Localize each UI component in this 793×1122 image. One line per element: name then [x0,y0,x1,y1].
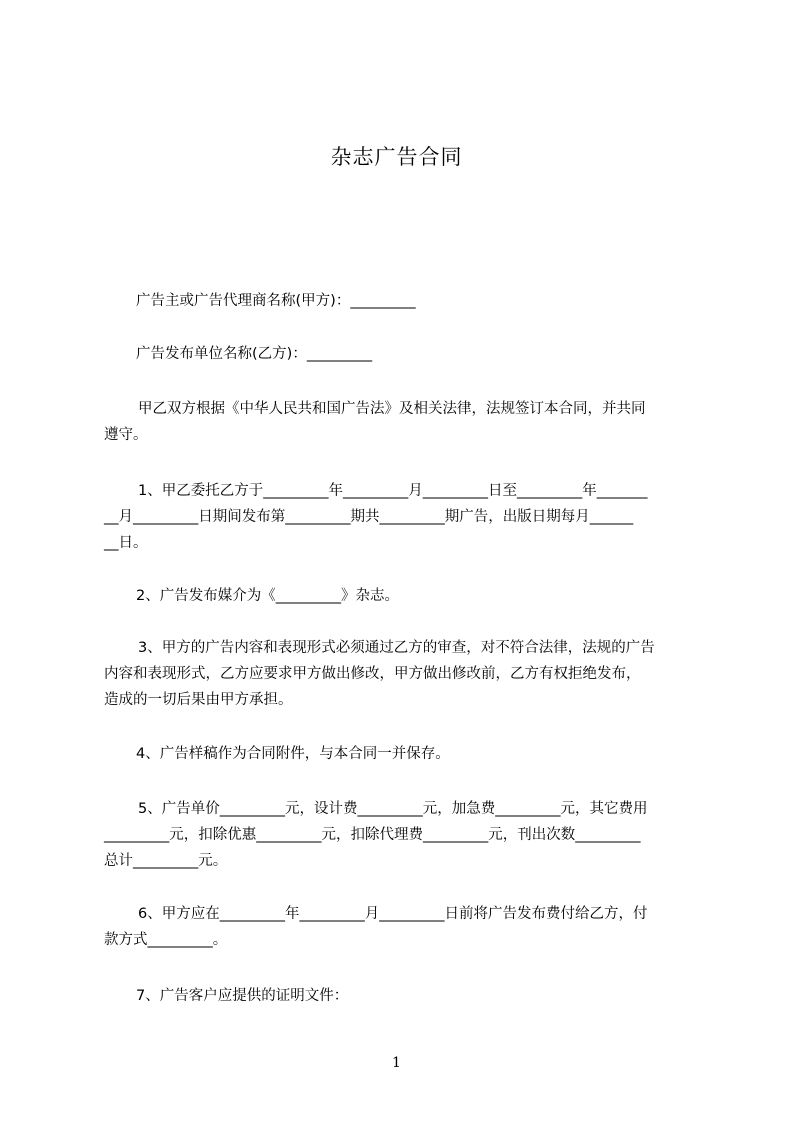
clause-6-line-1: 6、甲方应在_________年_________月_________日前将广告发布费付给乙方，付 [138,906,648,922]
clause-3 [104,635,704,713]
clause-3-line-3: 造成的一切后果由甲方承担。 [104,692,293,708]
page-number: 1 [392,1055,401,1071]
clause-6 [104,901,704,953]
clause-5 [104,796,704,874]
document-title: 杂志广告合同 [330,145,463,169]
preamble-line-2: 遵守。 [104,427,148,443]
preamble-paragraph [104,396,704,448]
party-a-line: 广告主或广告代理商名称(甲方)：_________ [136,293,416,309]
clause-1 [104,478,704,556]
party-b-line: 广告发布单位名称(乙方)：_________ [136,346,373,362]
clause-6-line-2: 款方式_________。 [104,932,228,948]
clause-5-line-3: 总计_________元。 [104,853,228,869]
clause-3-line-2: 内容和表现形式，乙方应要求甲方做出修改，甲方做出修改前，乙方有权拒绝发布， [104,666,641,682]
clause-5-line-1: 5、广告单价_________元，设计费_________元，加急费_________元，其它费用 [138,801,648,817]
clause-7: 7、广告客户应提供的证明文件： [136,988,349,1004]
clause-3-line-1: 3、甲方的广告内容和表现形式必须通过乙方的审查，对不符合法律，法规的广告 [138,640,655,656]
clause-1-line-3: __日。 [104,535,148,551]
clause-5-line-2: _________元，扣除优惠_________元，扣除代理费_________元，刊出次数_________ [104,827,641,843]
clause-2: 2、广告发布媒介为《_________》杂志。 [136,588,399,604]
clause-4: 4、广告样稿作为合同附件，与本合同一并保存。 [136,746,450,762]
clause-1-line-2: __月_________日期间发布第_________期共_________期广告，出版日期每月______ [104,509,634,525]
preamble-line-1: 甲乙双方根据《中华人民共和国广告法》及相关法律，法规签订本合同，并共同 [138,401,646,417]
clause-1-line-1: 1、甲乙委托乙方于_________年_________月_________日至_________年_______ [138,483,648,499]
